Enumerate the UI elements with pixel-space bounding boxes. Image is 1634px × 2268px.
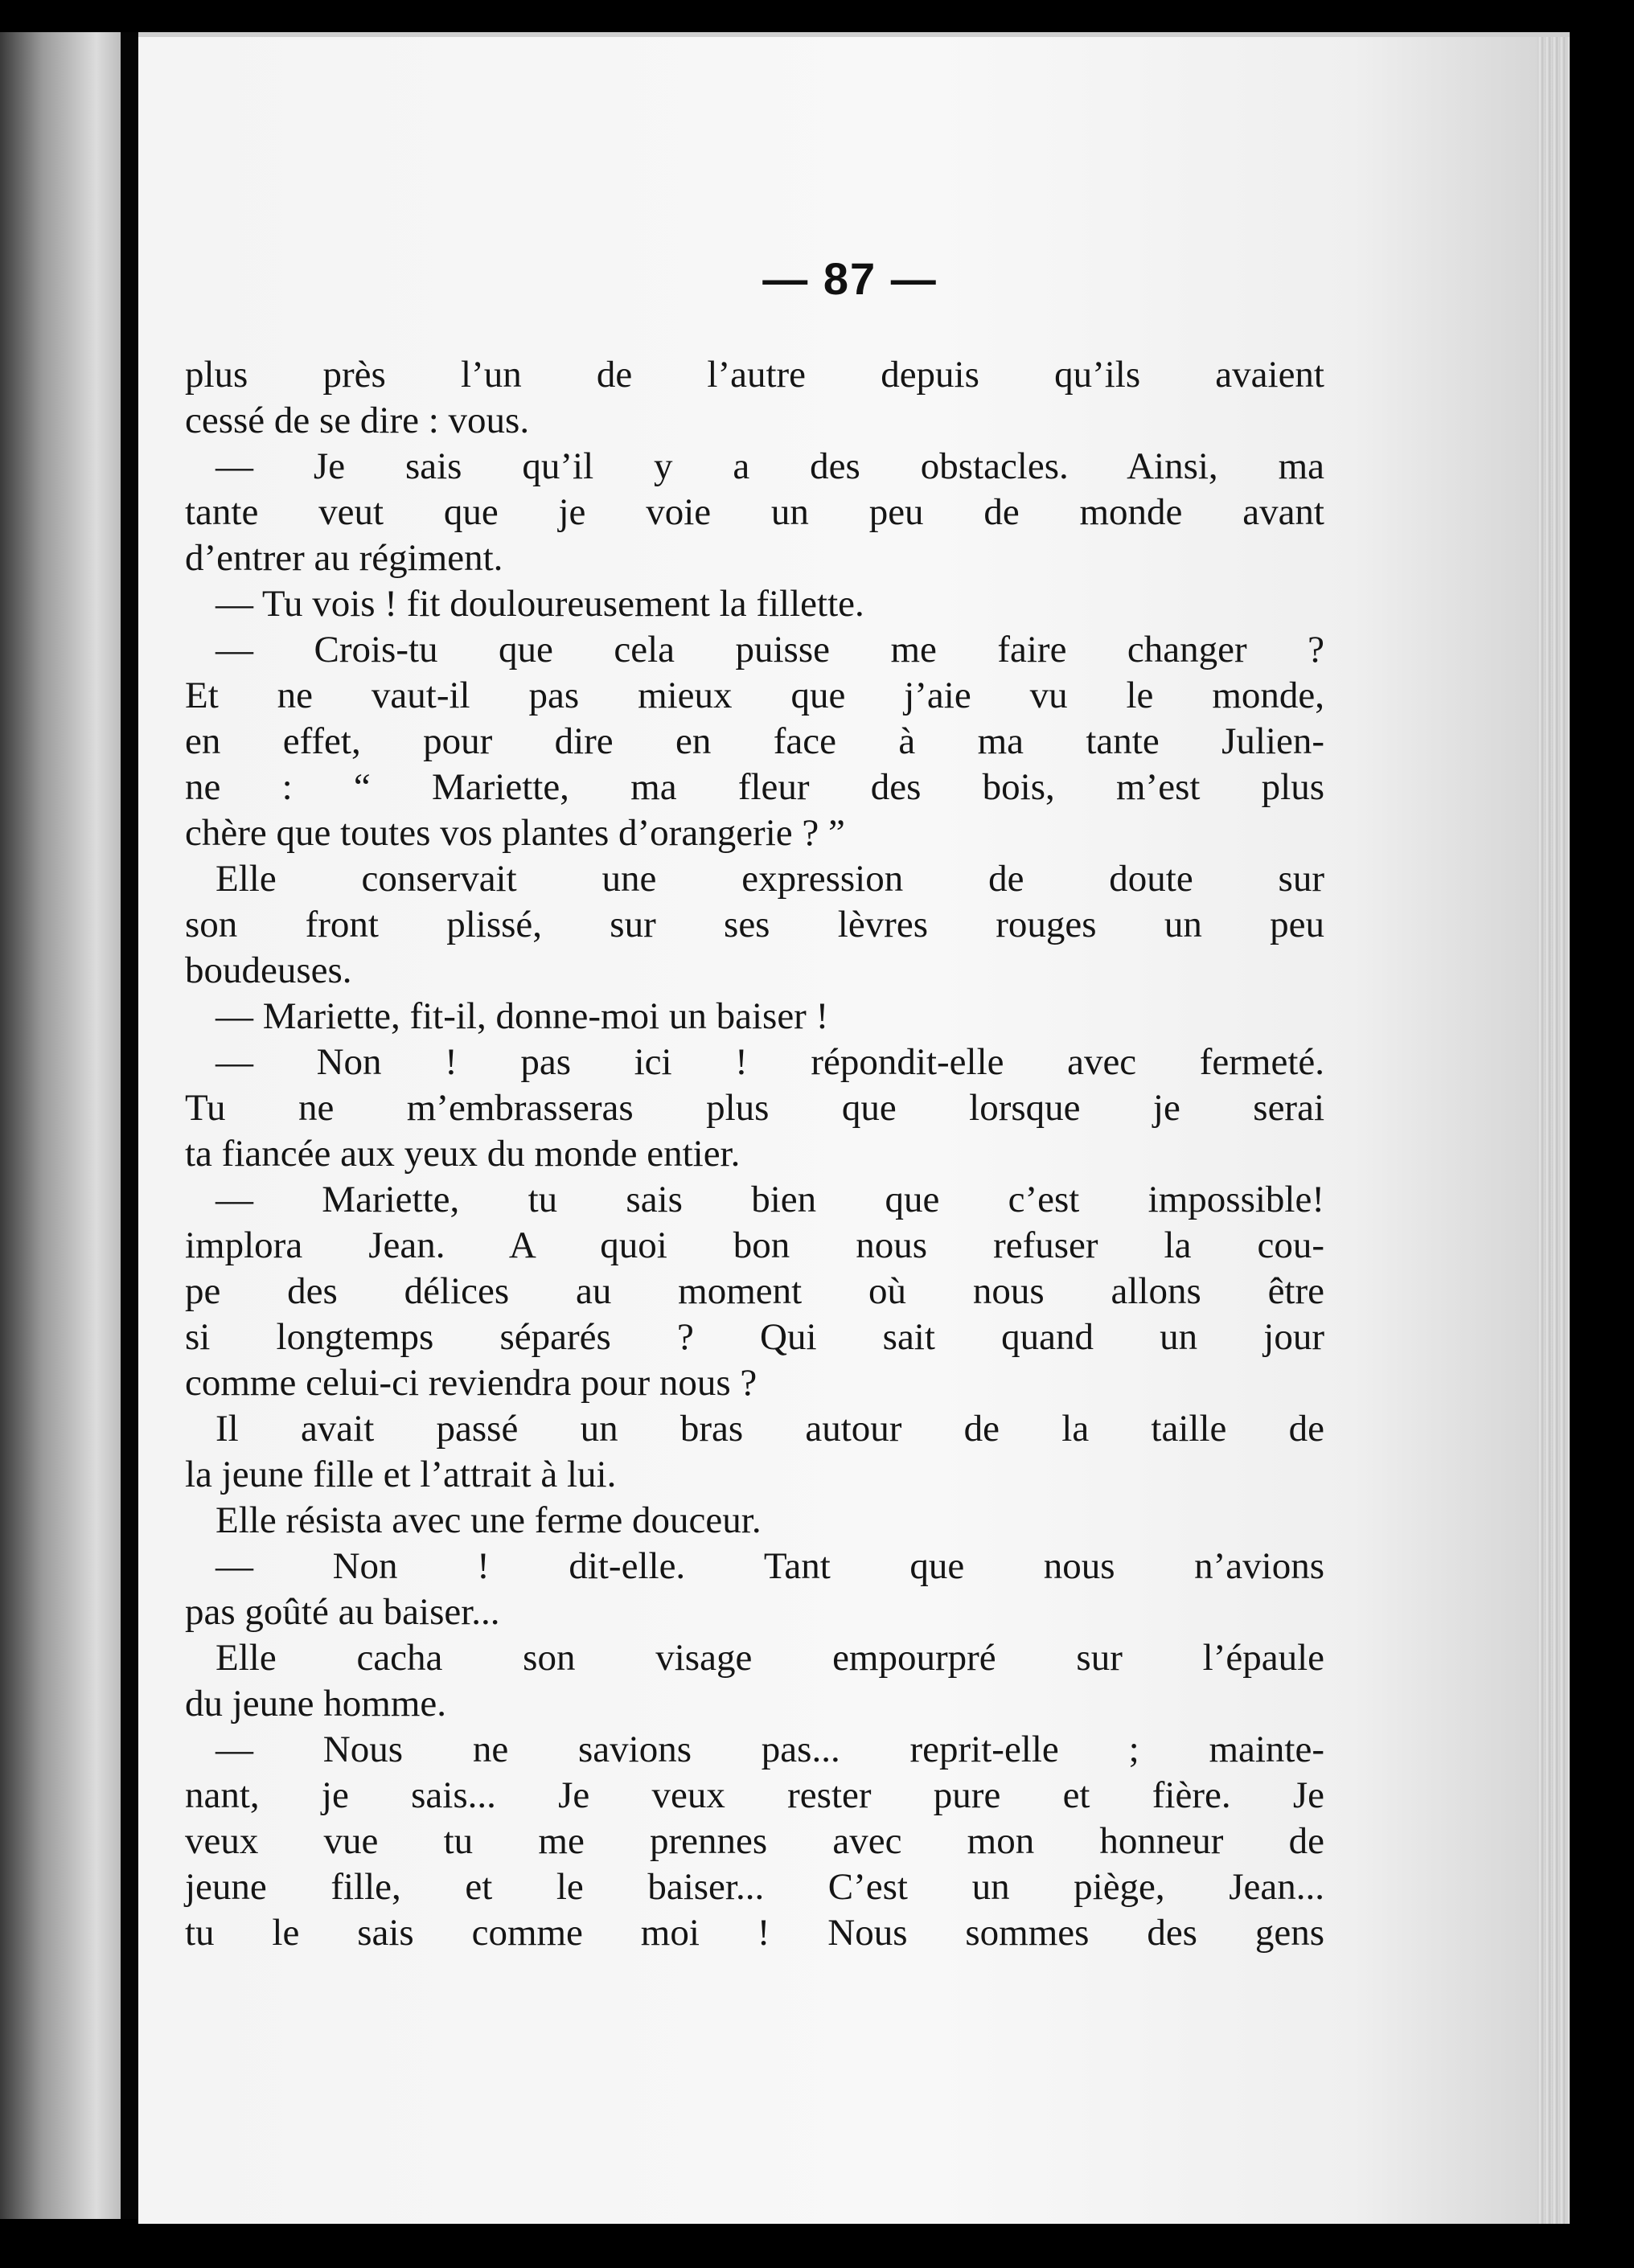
text-line: — Tu vois ! fit douloureusement la fillette. [216, 583, 864, 625]
text-line: — Non ! pas ici ! répondit-elle avec fermeté. [216, 1041, 1324, 1083]
text-line: pe des délices au moment où nous allons être [185, 1270, 1324, 1312]
text-line: Elle résista avec une ferme douceur. [216, 1499, 762, 1541]
text-line: du jeune homme. [185, 1683, 447, 1725]
text-line: d’entrer au régiment. [185, 537, 503, 579]
text-line: nant, je sais... Je veux rester pure et fière. Je [185, 1774, 1324, 1816]
page-edge [1538, 37, 1570, 2224]
text-line: si longtemps séparés ? Qui sait quand un jour [185, 1316, 1324, 1358]
text-line: ta fiancée aux yeux du monde entier. [185, 1133, 741, 1175]
text-line: — Mariette, fit-il, donne-moi un baiser ! [216, 995, 829, 1037]
text-line: comme celui-ci reviendra pour nous ? [185, 1362, 757, 1404]
text-line: en effet, pour dire en face à ma tante Julien- [185, 720, 1324, 762]
text-line: implora Jean. A quoi bon nous refuser la cou- [185, 1224, 1324, 1266]
text-line: — Je sais qu’il y a des obstacles. Ainsi, ma [216, 445, 1324, 487]
text-line: Il avait passé un bras autour de la taille de [216, 1408, 1324, 1450]
text-line: Tu ne m’embrasseras plus que lorsque je serai [185, 1087, 1324, 1129]
text-line: cessé de se dire : vous. [185, 400, 530, 441]
page-number: — 87 — [762, 253, 938, 304]
text-line: — Nous ne savions pas... reprit-elle ; mainte- [216, 1729, 1324, 1770]
text-line: boudeuses. [185, 949, 352, 991]
text-line: tu le sais comme moi ! Nous sommes des gens [185, 1912, 1324, 1954]
text-line: la jeune fille et l’attrait à lui. [185, 1454, 617, 1495]
text-line: — Non ! dit-elle. Tant que nous n’avions [216, 1545, 1324, 1587]
body-text [185, 352, 1324, 1956]
text-line: tante veut que je voie un peu de monde avant [185, 491, 1324, 533]
text-line: — Crois-tu que cela puisse me faire changer ? [216, 629, 1324, 671]
text-line: veux vue tu me prennes avec mon honneur de [185, 1820, 1324, 1862]
text-line: Elle cacha son visage empourpré sur l’épaule [216, 1637, 1324, 1679]
text-line: Et ne vaut-il pas mieux que j’aie vu le monde, [185, 675, 1324, 716]
text-line: pas goûté au baiser... [185, 1591, 500, 1633]
text-line: ne : “ Mariette, ma fleur des bois, m’est plus [185, 766, 1324, 808]
facing-page-margin [0, 32, 121, 2219]
text-line: chère que toutes vos plantes d’orangerie ? ” [185, 812, 845, 854]
book-spine-shadow [121, 32, 138, 2219]
text-line: plus près l’un de l’autre depuis qu’ils avaient [185, 354, 1324, 396]
text-line: jeune fille, et le baiser... C’est un piège, Jean... [185, 1866, 1324, 1908]
text-line: — Mariette, tu sais bien que c’est impossible! [216, 1179, 1324, 1220]
text-line: Elle conservait une expression de doute sur [216, 858, 1324, 900]
text-line: son front plissé, sur ses lèvres rouges un peu [185, 904, 1324, 945]
